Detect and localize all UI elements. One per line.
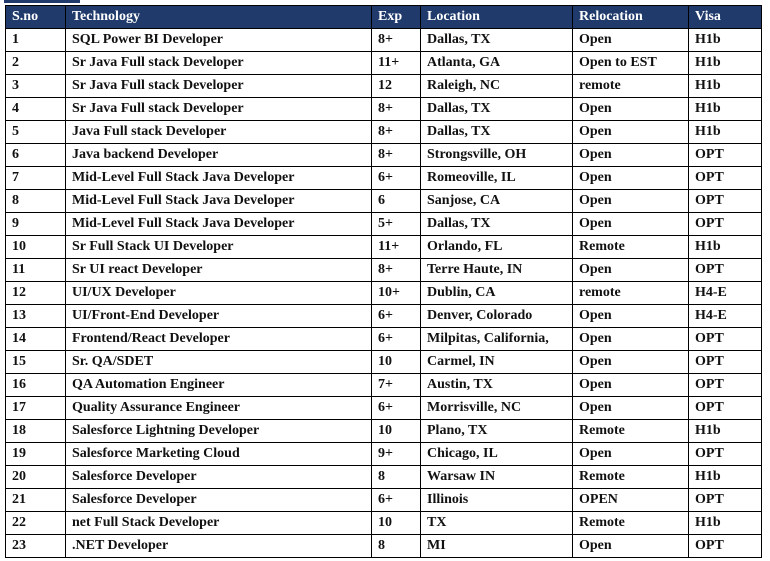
cell-relocation: remote [573, 282, 689, 305]
table-row [6, 374, 762, 397]
cell-location: Terre Haute, IN [421, 259, 573, 282]
cell-technology: Java Full stack Developer [66, 121, 372, 144]
cell-sno: 4 [6, 98, 66, 121]
cell-location: Illinois [421, 489, 573, 512]
cell-relocation: Open [573, 351, 689, 374]
cell-visa: H4-E [689, 305, 762, 328]
cell-exp: 8+ [372, 121, 421, 144]
cell-relocation: Open [573, 144, 689, 167]
cell-visa: H1b [689, 466, 762, 489]
cell-visa: OPT [689, 489, 762, 512]
cell-sno: 16 [6, 374, 66, 397]
table-row [6, 52, 762, 75]
cell-visa: OPT [689, 443, 762, 466]
table-row [6, 75, 762, 98]
cell-sno: 17 [6, 397, 66, 420]
cell-exp: 6+ [372, 397, 421, 420]
cell-technology: QA Automation Engineer [66, 374, 372, 397]
cell-technology: Java backend Developer [66, 144, 372, 167]
cell-location: Strongsville, OH [421, 144, 573, 167]
cell-exp: 6+ [372, 328, 421, 351]
cell-relocation: Open to EST [573, 52, 689, 75]
cell-visa: OPT [689, 374, 762, 397]
cell-sno: 20 [6, 466, 66, 489]
cell-technology: Salesforce Marketing Cloud [66, 443, 372, 466]
cell-technology: Mid-Level Full Stack Java Developer [66, 167, 372, 190]
cell-technology: Sr Full Stack UI Developer [66, 236, 372, 259]
cell-technology: UI/Front-End Developer [66, 305, 372, 328]
header-visa: Visa [689, 6, 762, 29]
cell-visa: H1b [689, 75, 762, 98]
cell-relocation: Open [573, 259, 689, 282]
cell-relocation: Remote [573, 236, 689, 259]
cell-visa: OPT [689, 328, 762, 351]
cell-relocation: Remote [573, 466, 689, 489]
cell-relocation: Remote [573, 420, 689, 443]
cell-visa: OPT [689, 397, 762, 420]
cell-relocation: Open [573, 98, 689, 121]
table-row [6, 236, 762, 259]
cell-exp: 8 [372, 535, 421, 558]
cell-location: Dublin, CA [421, 282, 573, 305]
table-row [6, 328, 762, 351]
table-row [6, 535, 762, 558]
cell-technology: Quality Assurance Engineer [66, 397, 372, 420]
cell-relocation: remote [573, 75, 689, 98]
cell-visa: OPT [689, 144, 762, 167]
cell-technology: .NET Developer [66, 535, 372, 558]
cell-exp: 6 [372, 190, 421, 213]
cell-relocation: Open [573, 443, 689, 466]
cell-visa: H1b [689, 420, 762, 443]
table-row [6, 305, 762, 328]
cell-location: Dallas, TX [421, 29, 573, 52]
cell-technology: Sr Java Full stack Developer [66, 75, 372, 98]
cell-visa: H4-E [689, 282, 762, 305]
table-header [6, 6, 762, 29]
cell-exp: 8+ [372, 144, 421, 167]
cell-location: Carmel, IN [421, 351, 573, 374]
cell-sno: 11 [6, 259, 66, 282]
cell-relocation: Open [573, 535, 689, 558]
cell-sno: 23 [6, 535, 66, 558]
cell-location: Chicago, IL [421, 443, 573, 466]
cell-exp: 6+ [372, 305, 421, 328]
cell-exp: 11+ [372, 236, 421, 259]
table-row [6, 29, 762, 52]
cell-exp: 8+ [372, 29, 421, 52]
cell-visa: H1b [689, 236, 762, 259]
cell-exp: 6+ [372, 489, 421, 512]
cell-relocation: Open [573, 397, 689, 420]
cell-technology: UI/UX Developer [66, 282, 372, 305]
table-row [6, 213, 762, 236]
header-exp: Exp [372, 6, 421, 29]
cell-location: Milpitas, California, [421, 328, 573, 351]
table-row [6, 489, 762, 512]
cell-technology: SQL Power BI Developer [66, 29, 372, 52]
cell-location: Dallas, TX [421, 98, 573, 121]
cell-visa: H1b [689, 121, 762, 144]
header-technology: Technology [66, 6, 372, 29]
cell-visa: OPT [689, 259, 762, 282]
cell-location: Raleigh, NC [421, 75, 573, 98]
cell-location: MI [421, 535, 573, 558]
cell-sno: 18 [6, 420, 66, 443]
table-row [6, 98, 762, 121]
cell-visa: OPT [689, 213, 762, 236]
cell-exp: 11+ [372, 52, 421, 75]
cell-location: Dallas, TX [421, 121, 573, 144]
cell-sno: 22 [6, 512, 66, 535]
cell-exp: 8 [372, 466, 421, 489]
cell-technology: Sr Java Full stack Developer [66, 52, 372, 75]
cell-exp: 5+ [372, 213, 421, 236]
cell-exp: 8+ [372, 259, 421, 282]
table-row [6, 512, 762, 535]
cell-technology: Sr. QA/SDET [66, 351, 372, 374]
cell-location: Austin, TX [421, 374, 573, 397]
table-row [6, 420, 762, 443]
cell-sno: 3 [6, 75, 66, 98]
cell-location: Morrisville, NC [421, 397, 573, 420]
cell-location: Dallas, TX [421, 213, 573, 236]
cell-visa: H1b [689, 512, 762, 535]
cell-technology: Mid-Level Full Stack Java Developer [66, 213, 372, 236]
table-row [6, 466, 762, 489]
table-row [6, 282, 762, 305]
header-relocation: Relocation [573, 6, 689, 29]
cell-sno: 1 [6, 29, 66, 52]
cell-relocation: Remote [573, 512, 689, 535]
table-row [6, 144, 762, 167]
cell-exp: 10+ [372, 282, 421, 305]
cell-visa: OPT [689, 351, 762, 374]
cell-sno: 19 [6, 443, 66, 466]
cell-visa: OPT [689, 535, 762, 558]
cell-visa: H1b [689, 98, 762, 121]
table-row [6, 121, 762, 144]
cell-technology: Salesforce Developer [66, 466, 372, 489]
cell-technology: Frontend/React Developer [66, 328, 372, 351]
cell-relocation: Open [573, 213, 689, 236]
cell-sno: 14 [6, 328, 66, 351]
cell-exp: 8+ [372, 98, 421, 121]
cell-technology: Salesforce Lightning Developer [66, 420, 372, 443]
cell-exp: 10 [372, 420, 421, 443]
cell-location: Plano, TX [421, 420, 573, 443]
cell-visa: OPT [689, 167, 762, 190]
candidate-hotlist-table [5, 5, 762, 558]
cell-relocation: Open [573, 328, 689, 351]
cell-relocation: Open [573, 374, 689, 397]
cell-sno: 10 [6, 236, 66, 259]
cell-technology: Mid-Level Full Stack Java Developer [66, 190, 372, 213]
cell-visa: H1b [689, 29, 762, 52]
cell-visa: H1b [689, 52, 762, 75]
cell-exp: 12 [372, 75, 421, 98]
table-row [6, 190, 762, 213]
cell-relocation: OPEN [573, 489, 689, 512]
cell-visa: OPT [689, 190, 762, 213]
cell-sno: 21 [6, 489, 66, 512]
cell-location: Romeoville, IL [421, 167, 573, 190]
header-row [6, 6, 762, 29]
cell-sno: 7 [6, 167, 66, 190]
table-row [6, 259, 762, 282]
cell-location: Denver, Colorado [421, 305, 573, 328]
cell-sno: 5 [6, 121, 66, 144]
table-row [6, 167, 762, 190]
cell-technology: Salesforce Developer [66, 489, 372, 512]
cell-sno: 2 [6, 52, 66, 75]
cell-sno: 15 [6, 351, 66, 374]
cell-exp: 6+ [372, 167, 421, 190]
cell-sno: 8 [6, 190, 66, 213]
cell-sno: 6 [6, 144, 66, 167]
cell-technology: net Full Stack Developer [66, 512, 372, 535]
cell-relocation: Open [573, 305, 689, 328]
cell-relocation: Open [573, 29, 689, 52]
cell-location: Sanjose, CA [421, 190, 573, 213]
header-location: Location [421, 6, 573, 29]
table-row [6, 443, 762, 466]
top-tab-strip [4, 0, 80, 3]
cell-technology: Sr UI react Developer [66, 259, 372, 282]
cell-location: Orlando, FL [421, 236, 573, 259]
cell-exp: 10 [372, 351, 421, 374]
cell-relocation: Open [573, 121, 689, 144]
cell-exp: 7+ [372, 374, 421, 397]
cell-location: Warsaw IN [421, 466, 573, 489]
cell-relocation: Open [573, 167, 689, 190]
cell-exp: 10 [372, 512, 421, 535]
table-row [6, 397, 762, 420]
cell-sno: 13 [6, 305, 66, 328]
cell-location: Atlanta, GA [421, 52, 573, 75]
table-body [6, 29, 762, 558]
cell-exp: 9+ [372, 443, 421, 466]
cell-sno: 9 [6, 213, 66, 236]
cell-relocation: Open [573, 190, 689, 213]
cell-sno: 12 [6, 282, 66, 305]
header-sno: S.no [6, 6, 66, 29]
table-row [6, 351, 762, 374]
cell-location: TX [421, 512, 573, 535]
cell-technology: Sr Java Full stack Developer [66, 98, 372, 121]
